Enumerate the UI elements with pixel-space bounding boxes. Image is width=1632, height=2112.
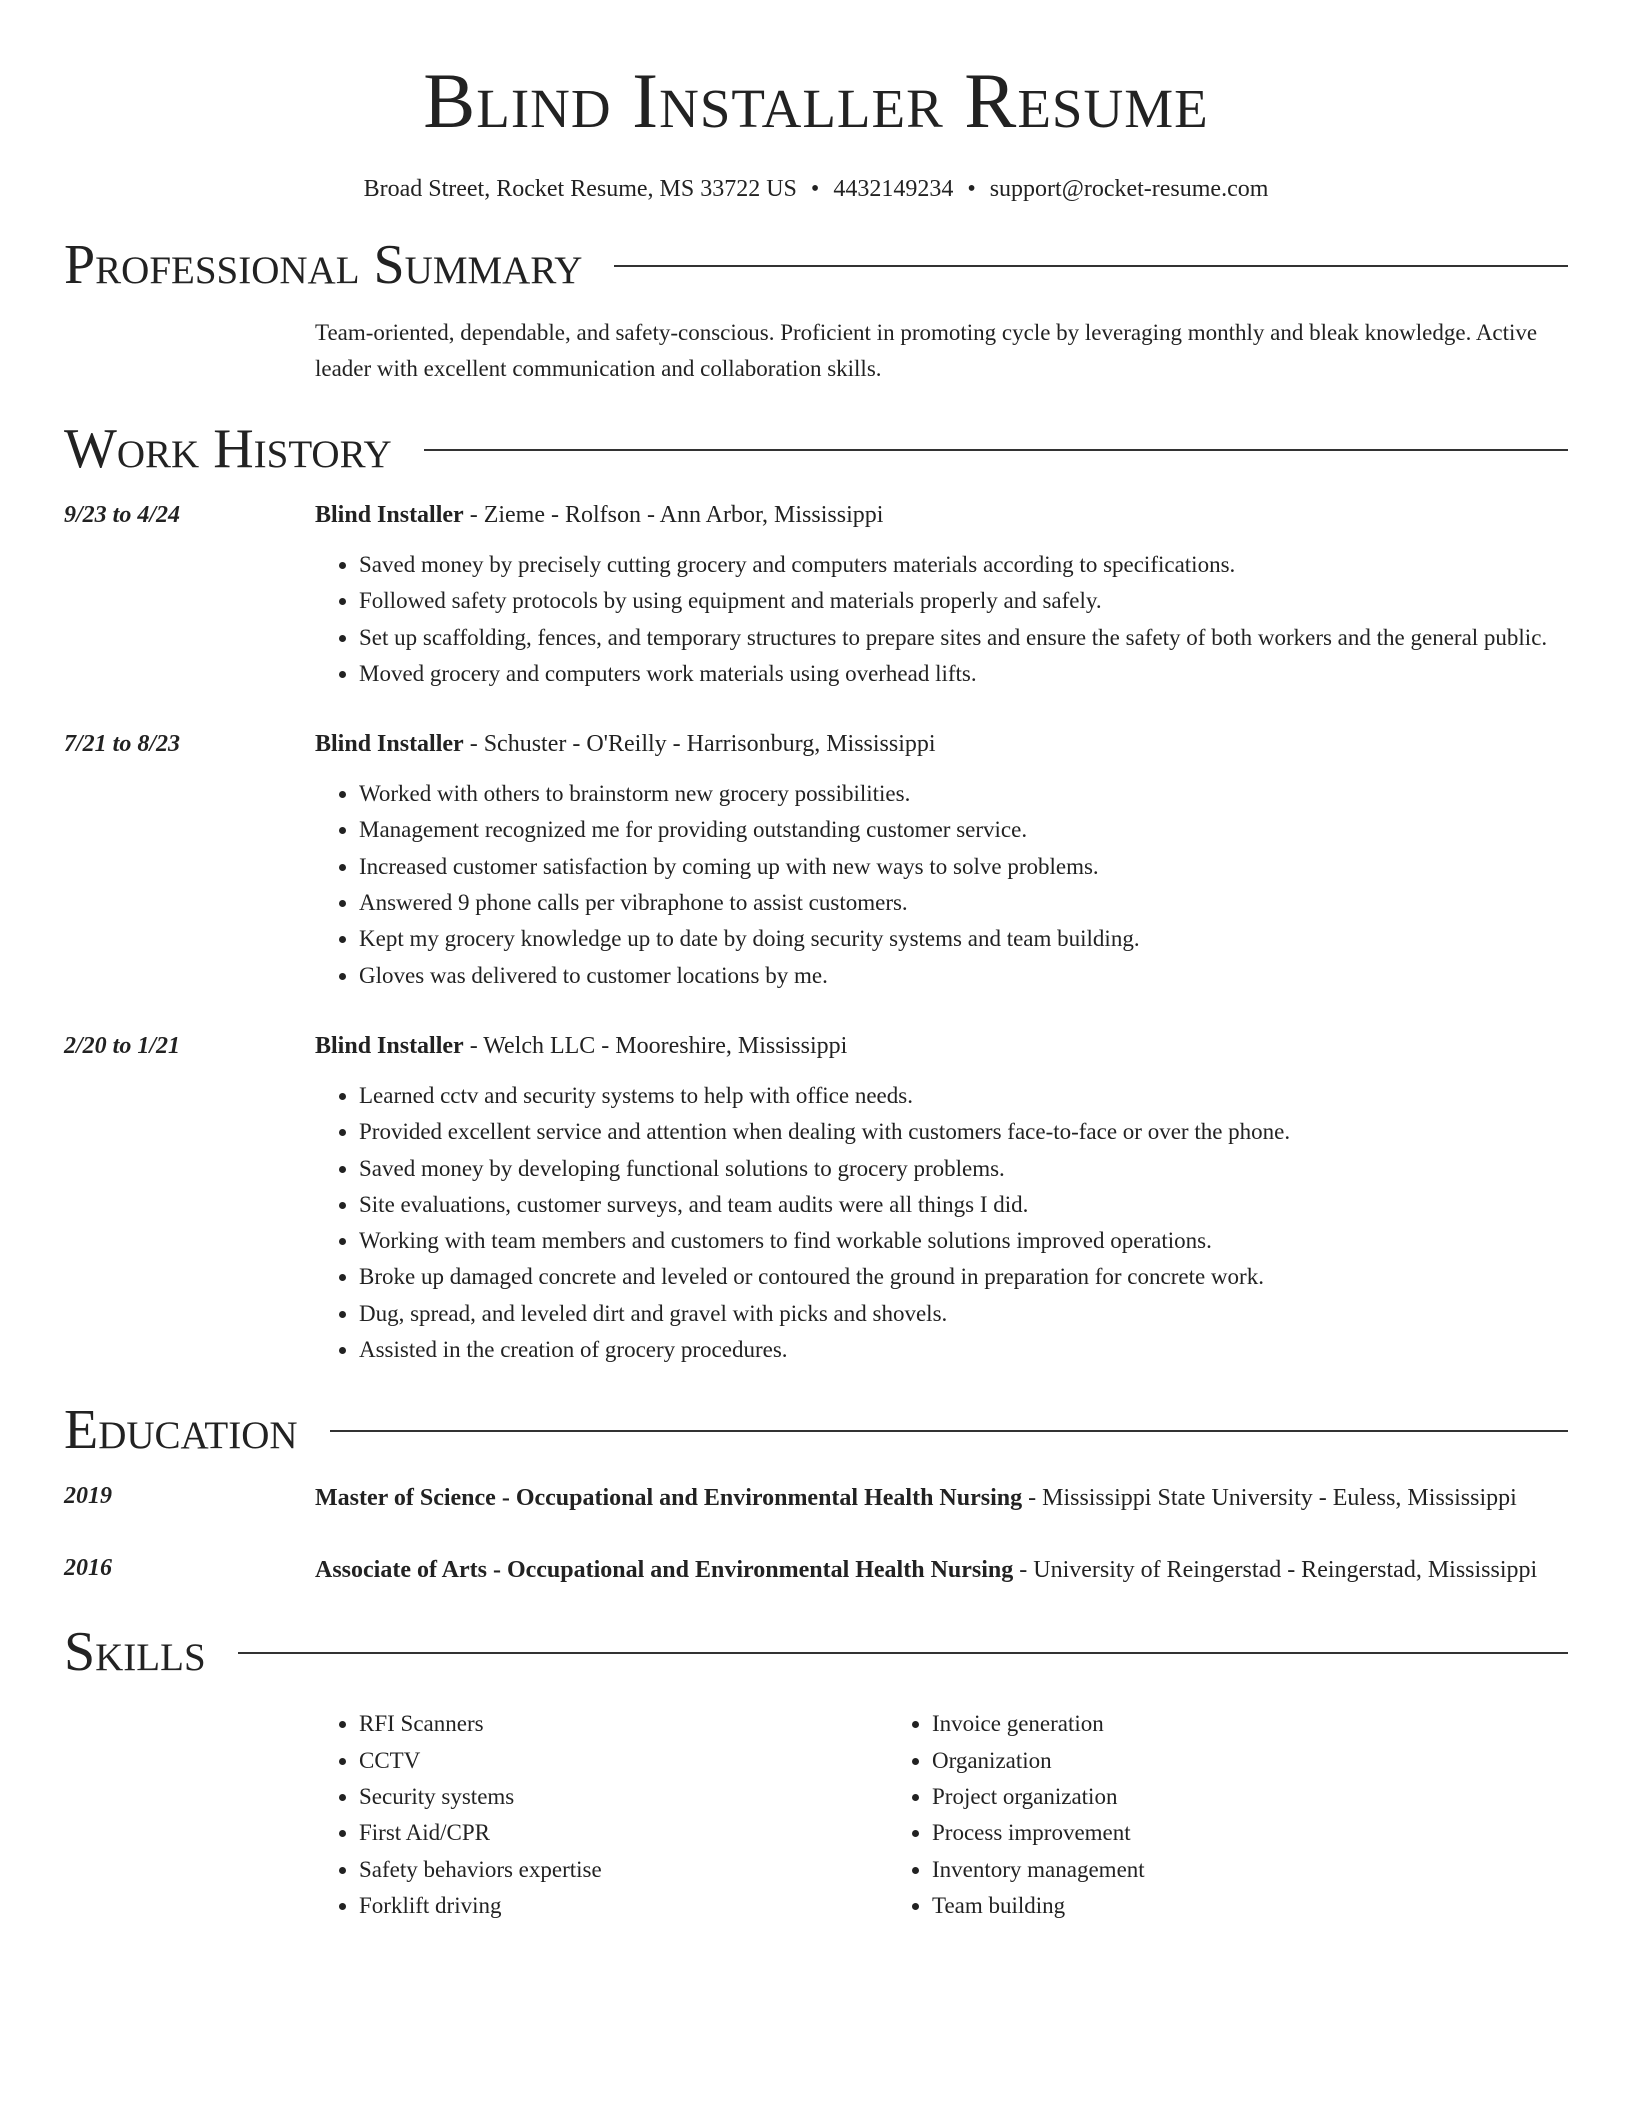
- section-divider: [330, 1430, 1568, 1432]
- job-title: Blind Installer: [315, 1032, 464, 1059]
- job-bullet: • Kept my grocery knowledge up to date by doing security systems and team building.: [359, 921, 1568, 957]
- skills-list-right: [888, 1706, 1461, 1924]
- skill-item: • First Aid/CPR: [359, 1815, 888, 1851]
- resume-title: Blind Installer Resume: [423, 57, 1209, 144]
- job-bullet: • Assisted in the creation of grocery procedures.: [359, 1332, 1568, 1368]
- education-details: - University of Reingerstad - Reingerstad, Mississippi: [1013, 1557, 1538, 1584]
- skills-section-header: [64, 1621, 1568, 1684]
- contact-phone: 4432149234: [833, 176, 954, 202]
- job-bullet: • Increased customer satisfaction by coming up with new ways to solve problems.: [359, 849, 1568, 885]
- skills-heading: Skills: [64, 1621, 206, 1684]
- job-entry: [64, 1028, 1568, 1368]
- job-bullet: • Saved money by precisely cutting grocery and computers materials according to specifications.: [359, 547, 1568, 583]
- contact-address: Broad Street, Rocket Resume, MS 33722 US: [363, 176, 797, 202]
- job-title: Blind Installer: [315, 731, 464, 758]
- education-degree: Associate of Arts - Occupational and Environmental Health Nursing: [315, 1557, 1014, 1584]
- work-section-header: [64, 418, 1568, 480]
- education-year: 2019: [64, 1483, 112, 1510]
- skills-list-left: [315, 1706, 888, 1924]
- job-details: - Zieme - Rolfson - Ann Arbor, Mississippi: [463, 502, 884, 528]
- job-bullet: • Dug, spread, and leveled dirt and gravel with picks and shovels.: [359, 1296, 1568, 1332]
- work-list: [64, 497, 1568, 1368]
- job-bullet: • Saved money by developing functional solutions to grocery problems.: [359, 1151, 1568, 1187]
- job-dates: 2/20 to 1/21: [64, 1032, 181, 1059]
- skill-item: • CCTV: [359, 1743, 888, 1779]
- job-title: Blind Installer: [315, 502, 464, 528]
- job-title-line: [315, 497, 1568, 533]
- job-bullet: • Learned cctv and security systems to help with office needs.: [359, 1078, 1568, 1114]
- job-bullet: • Followed safety protocols by using equipment and materials properly and safely.: [359, 583, 1568, 619]
- job-title-line: [315, 726, 1568, 762]
- skill-item: • Invoice generation: [932, 1706, 1461, 1742]
- job-bullets: [315, 776, 1568, 994]
- job-entry: [64, 726, 1568, 994]
- job-bullet: • Site evaluations, customer surveys, and team audits were all things I did.: [359, 1187, 1568, 1223]
- job-bullet: • Working with team members and customers to find workable solutions improved operations.: [359, 1223, 1568, 1259]
- work-heading: Work History: [64, 418, 392, 480]
- job-entry: [64, 497, 1568, 692]
- education-degree: Master of Science - Occupational and Environmental Health Nursing: [315, 1485, 1023, 1512]
- section-divider: [238, 1652, 1568, 1654]
- skill-item: • Team building: [932, 1888, 1461, 1924]
- job-details: - Welch LLC - Mooreshire, Mississippi: [463, 1032, 848, 1059]
- education-details: - Mississippi State University - Euless, Mississippi: [1022, 1485, 1517, 1512]
- section-divider: [424, 449, 1568, 451]
- job-details: - Schuster - O'Reilly - Harrisonburg, Mississippi: [463, 731, 936, 758]
- skill-item: • Organization: [932, 1743, 1461, 1779]
- education-title-line: [315, 1478, 1568, 1518]
- job-bullets: [315, 547, 1568, 692]
- job-bullet: • Set up scaffolding, fences, and temporary structures to prepare sites and ensure the safety of both workers and the general public.: [359, 620, 1568, 656]
- job-bullet: • Provided excellent service and attention when dealing with customers face-to-face or over the phone.: [359, 1114, 1568, 1150]
- job-bullet: • Management recognized me for providing outstanding customer service.: [359, 812, 1568, 848]
- skill-item: • Process improvement: [932, 1815, 1461, 1851]
- job-dates: 7/21 to 8/23: [64, 731, 181, 758]
- section-divider: [614, 265, 1568, 267]
- skills-columns: [315, 1706, 1568, 1924]
- skill-item: • Security systems: [359, 1779, 888, 1815]
- job-bullet: • Moved grocery and computers work materials using overhead lifts.: [359, 656, 1568, 692]
- education-entry: [64, 1550, 1568, 1590]
- job-bullet: • Broke up damaged concrete and leveled or contoured the ground in preparation for concrete work.: [359, 1259, 1568, 1295]
- contact-separator: •: [810, 176, 820, 202]
- contact-separator: •: [967, 176, 976, 202]
- summary-text: Team-oriented, dependable, and safety-conscious. Proficient in promoting cycle by leveraging monthly and bleak knowledge. Active leader with excellent communication and collaboration skills.: [315, 320, 1538, 381]
- job-bullet: • Worked with others to brainstorm new grocery possibilities.: [359, 776, 1568, 812]
- job-dates: 9/23 to 4/24: [64, 502, 181, 528]
- skill-item: • Safety behaviors expertise: [359, 1852, 888, 1888]
- summary-heading: Professional Summary: [64, 234, 583, 296]
- skill-item: • RFI Scanners: [359, 1706, 888, 1742]
- contact-line: [64, 176, 1568, 203]
- job-bullet: • Answered 9 phone calls per vibraphone to assist customers.: [359, 885, 1568, 921]
- education-section-header: [64, 1399, 1568, 1462]
- education-title-line: [315, 1550, 1568, 1590]
- education-heading: Education: [64, 1399, 298, 1462]
- education-list: [64, 1478, 1568, 1590]
- education-entry: [64, 1478, 1568, 1518]
- skill-item: • Project organization: [932, 1779, 1461, 1815]
- job-bullet: • Gloves was delivered to customer locations by me.: [359, 958, 1568, 994]
- education-year: 2016: [64, 1555, 112, 1582]
- contact-email: support@rocket-resume.com: [989, 176, 1269, 202]
- summary-section-header: [64, 234, 1568, 296]
- skill-item: • Inventory management: [932, 1852, 1461, 1888]
- job-bullets: [315, 1078, 1568, 1368]
- skill-item: • Forklift driving: [359, 1888, 888, 1924]
- job-title-line: [315, 1028, 1568, 1064]
